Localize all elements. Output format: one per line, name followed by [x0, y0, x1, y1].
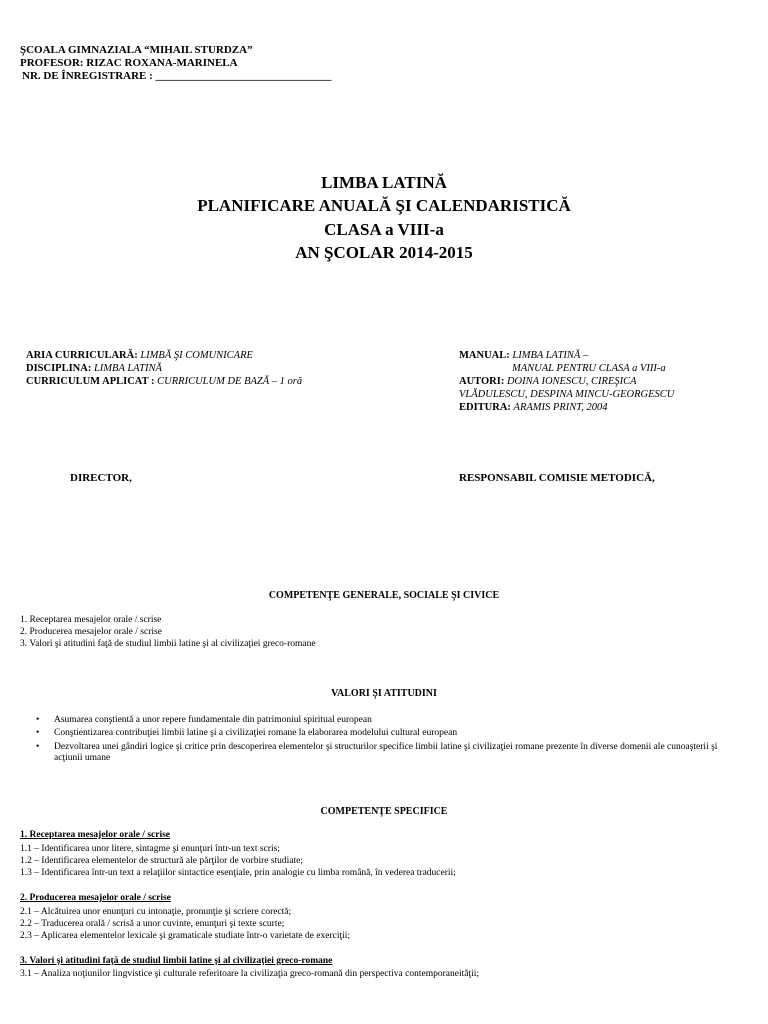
specific-competence-2-2: 2.2 – Traducerea orală / scrisă a unor cuvinte, enunţuri şi texte scurte;: [20, 919, 285, 929]
specific-competence-1-2: 1.2 – Identificarea elementelor de structură ale părţilor de vorbire studiate;: [20, 856, 304, 866]
specific-competence-3-1: 3.1 – Analiza noţiunilor lingvistice şi culturale referitoare la civilizaţia greco-romană din perspectiva contemporaneităţii;: [20, 969, 479, 979]
value-item-3: [36, 742, 744, 764]
manual: [459, 350, 588, 363]
publisher-label: EDITURA:: [459, 402, 511, 413]
value-item-1: [36, 715, 768, 726]
values-heading: VALORI ŞI ATITUDINI: [331, 688, 437, 699]
curricular-area: [26, 350, 253, 363]
value-item-text: Dezvoltarea unei gândiri logice şi critice prin descoperirea elementelor şi structurilor specifice limbii latine şi civilizaţiei romane prezente în diverse domenii ale cunoaşterii şi acţiunii umane: [54, 742, 718, 764]
curricular-area-value: LIMBĂ ŞI COMUNICARE: [140, 350, 253, 361]
publisher-value: ARAMIS PRINT, 2004: [513, 402, 608, 413]
value-item-text: Asumarea conştientă a unor repere fundamentale din patrimoniul spiritual european: [54, 715, 372, 725]
manual-value: LIMBA LATINĂ –: [512, 350, 589, 361]
plan-title: PLANIFICARE ANUALĂ ŞI CALENDARISTICĂ: [197, 196, 571, 215]
curriculum-applied: [26, 376, 302, 389]
specific-group-1-title: 1. Receptarea mesajelor orale / scrise: [20, 830, 171, 840]
director-signature: DIRECTOR,: [70, 472, 132, 484]
general-competence-1: 1. Receptarea mesajelor orale / scrise: [20, 615, 162, 625]
specific-competence-1-3: 1.3 – Identificarea într-un text a relaţiilor sintactice esenţiale, prin analogie cu limba română, în vederea traducerii;: [20, 868, 456, 878]
general-competences-heading: COMPETENŢE GENERALE, SOCIALE ŞI CIVICE: [268, 590, 500, 601]
bullet-icon: •: [36, 742, 40, 752]
authors: [459, 376, 637, 389]
subject-title: LIMBA LATINĂ: [321, 173, 447, 192]
specific-group-2-title: 2. Producerea mesajelor orale / scrise: [20, 893, 171, 903]
manual-value-line2: [512, 363, 666, 376]
discipline-label: DISCIPLINA:: [26, 363, 92, 374]
responsible-signature: RESPONSABIL COMISIE METODICĂ,: [459, 472, 655, 484]
bullet-icon: •: [36, 728, 40, 738]
curriculum-label: CURRICULUM APLICAT :: [26, 376, 155, 387]
specific-competence-2-3: 2.3 – Aplicarea elementelor lexicale şi gramaticale studiate într-o varietate de exerciţii;: [20, 931, 351, 941]
value-item-text: Conştientizarea contribuţiei limbii latine şi a civilizaţiei romane la elaborarea modelului cultural european: [54, 728, 458, 738]
school-year-title: AN ŞCOLAR 2014-2015: [295, 243, 473, 262]
registration-number: NR. DE ÎNREGISTRARE : ________________________________: [22, 70, 332, 82]
school-name: ŞCOALA GIMNAZIALA “MIHAIL STURDZA”: [20, 44, 253, 56]
manual-value-2: MANUAL PENTRU CLASA a VIII-a: [512, 363, 666, 374]
publisher: [459, 402, 608, 415]
curriculum-value: CURRICULUM DE BAZĂ – 1 oră: [157, 376, 303, 387]
manual-label: MANUAL:: [459, 350, 510, 361]
authors-value-2: VLĂDULESCU, DESPINA MINCU-GEORGESCU: [459, 389, 675, 400]
authors-label: AUTORI:: [459, 376, 505, 387]
specific-group-3-title: 3. Valori şi atitudini faţă de studiul limbii latine şi al civilizaţiei greco-romane: [20, 956, 333, 966]
discipline-value: LIMBA LATINĂ: [93, 363, 162, 374]
specific-competence-1-1: 1.1 – Identificarea unor litere, sintagme şi enunţuri într-un text scris;: [20, 844, 280, 854]
specific-competences-heading: COMPETENŢE SPECIFICE: [320, 806, 448, 817]
general-competence-2: 2. Producerea mesajelor orale / scrise: [20, 627, 162, 637]
specific-competence-2-1: 2.1 – Alcătuirea unor enunţuri cu intonaţie, pronunţie şi scriere corectă;: [20, 907, 292, 917]
curricular-area-label: ARIA CURRICULARĂ:: [26, 350, 138, 361]
class-title: CLASA a VIII-a: [324, 220, 444, 239]
general-competence-3: 3. Valori şi atitudini faţă de studiul limbii latine şi al civilizaţiei greco-romane: [20, 639, 316, 649]
authors-line2: [459, 389, 674, 402]
bullet-icon: •: [36, 715, 40, 725]
value-item-2: [36, 728, 768, 739]
discipline: [26, 363, 162, 376]
authors-value: DOINA IONESCU, CIREŞICA: [506, 376, 637, 387]
teacher-name: PROFESOR: RIZAC ROXANA-MARINELA: [20, 57, 238, 69]
